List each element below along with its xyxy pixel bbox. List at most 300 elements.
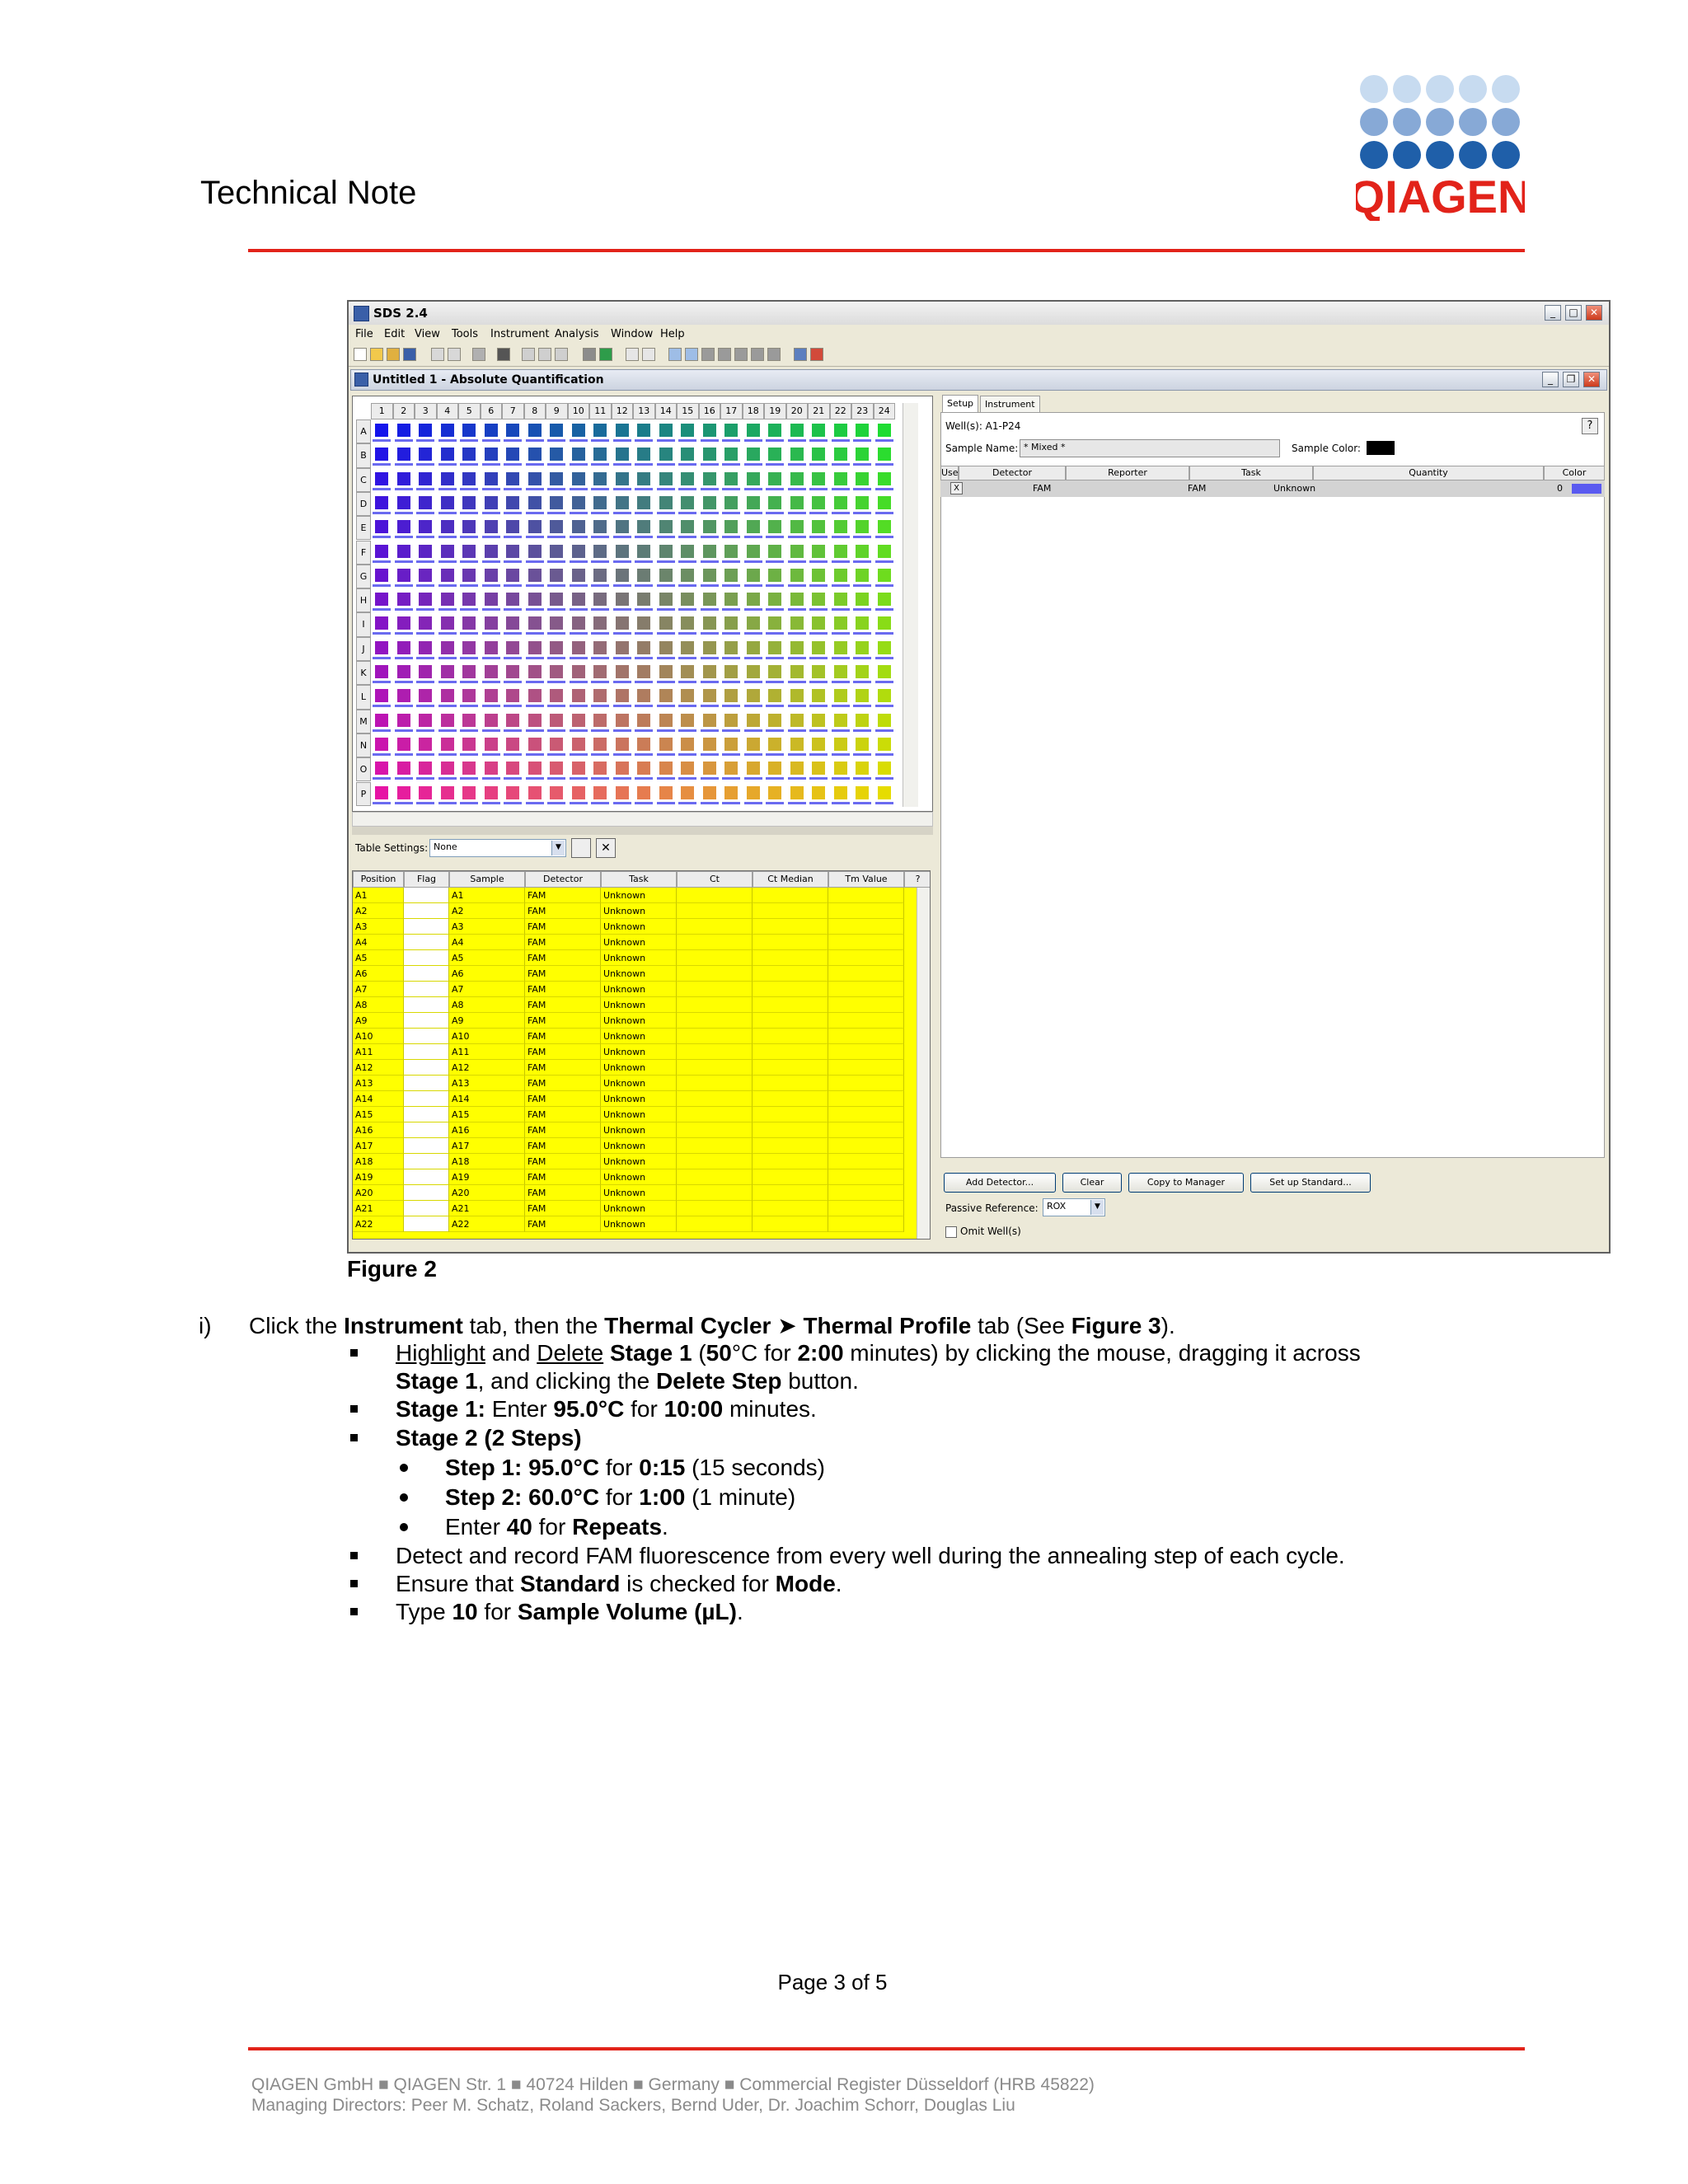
plate-well[interactable] (616, 424, 629, 437)
well-table[interactable] (352, 870, 931, 1240)
plate-well[interactable] (593, 665, 607, 678)
plate-well[interactable] (659, 641, 673, 654)
menu-tools[interactable]: Tools (452, 328, 479, 340)
plate-well[interactable] (462, 448, 476, 461)
plate-well[interactable] (747, 714, 760, 727)
plate-row-header[interactable]: F (356, 541, 371, 565)
plate-well[interactable] (528, 738, 542, 751)
table-cell[interactable]: Unknown (601, 1044, 677, 1060)
table-cell[interactable] (753, 1138, 828, 1154)
plate-well[interactable] (747, 472, 760, 485)
table-cell[interactable] (828, 997, 904, 1013)
plate-well[interactable] (485, 641, 498, 654)
plate-well[interactable] (506, 545, 519, 558)
plate-well[interactable] (419, 593, 432, 606)
find-icon[interactable] (497, 348, 510, 361)
menu-analysis[interactable]: Analysis (555, 328, 599, 340)
table-cell[interactable] (753, 982, 828, 997)
plate-well[interactable] (616, 665, 629, 678)
plate-well[interactable] (768, 520, 781, 533)
plate-column-header[interactable]: 8 (524, 403, 546, 419)
table-cell[interactable] (753, 997, 828, 1013)
table-cell[interactable] (677, 1185, 753, 1201)
table-cell[interactable] (404, 903, 449, 919)
plate-well[interactable] (462, 545, 476, 558)
plate-well[interactable] (659, 545, 673, 558)
plate-well[interactable] (681, 593, 694, 606)
plate-well[interactable] (878, 448, 891, 461)
plate-well[interactable] (397, 689, 410, 702)
table-settings-select[interactable] (429, 839, 566, 857)
table-cell[interactable] (753, 935, 828, 950)
table-cell[interactable] (753, 1169, 828, 1185)
plate-well[interactable] (834, 738, 847, 751)
plate-well[interactable] (878, 593, 891, 606)
table-cell[interactable]: Unknown (601, 966, 677, 982)
plate-well[interactable] (462, 714, 476, 727)
plate-well[interactable] (616, 593, 629, 606)
plate-well[interactable] (593, 448, 607, 461)
table-cell[interactable]: A12 (449, 1060, 525, 1076)
table-cell[interactable] (677, 888, 753, 903)
plate-well[interactable] (593, 641, 607, 654)
plate-row-header[interactable]: D (356, 492, 371, 516)
plate-well[interactable] (572, 689, 585, 702)
plate-row-header[interactable]: I (356, 612, 371, 636)
plate-column-header[interactable]: 19 (764, 403, 786, 419)
plate-column-header[interactable]: 18 (743, 403, 765, 419)
detector-grid[interactable] (940, 466, 1605, 499)
plate-well[interactable] (593, 496, 607, 509)
plate-well[interactable] (397, 786, 410, 799)
grid-view-icon[interactable] (685, 348, 698, 361)
plate-well[interactable] (856, 593, 869, 606)
plate-well[interactable] (703, 714, 716, 727)
table-cell[interactable] (753, 1185, 828, 1201)
plate-well[interactable] (397, 641, 410, 654)
plate-well[interactable] (703, 520, 716, 533)
plate-well[interactable] (506, 448, 519, 461)
zoom-icon[interactable] (626, 348, 639, 361)
table-cell[interactable] (404, 1169, 449, 1185)
plate-well[interactable] (878, 569, 891, 582)
plate-well[interactable] (375, 738, 388, 751)
plate-view-icon[interactable] (668, 348, 682, 361)
export-icon[interactable] (448, 348, 461, 361)
plate-well[interactable] (724, 593, 738, 606)
plate-well[interactable] (834, 714, 847, 727)
plate-well[interactable] (485, 762, 498, 775)
table-column-header[interactable]: Task (601, 871, 677, 888)
plate-well[interactable] (637, 665, 650, 678)
plate-well[interactable] (768, 545, 781, 558)
plate-well[interactable] (834, 665, 847, 678)
plate-well[interactable] (375, 448, 388, 461)
plate-well[interactable] (724, 496, 738, 509)
plate-well[interactable] (397, 472, 410, 485)
table-cell[interactable]: A10 (449, 1029, 525, 1044)
plate-well[interactable] (419, 665, 432, 678)
plate-well[interactable] (462, 738, 476, 751)
plate-well[interactable] (790, 569, 804, 582)
table-cell[interactable] (404, 1107, 449, 1122)
plate-well[interactable] (637, 616, 650, 630)
plate-well[interactable] (637, 448, 650, 461)
plate-well[interactable] (659, 520, 673, 533)
plate-well[interactable] (485, 448, 498, 461)
plate-well[interactable] (790, 472, 804, 485)
plate-well[interactable] (747, 448, 760, 461)
plate-well[interactable] (572, 786, 585, 799)
help-icon[interactable]: ? (1582, 418, 1598, 434)
plate-well[interactable] (812, 786, 825, 799)
table-cell[interactable]: FAM (525, 1044, 601, 1060)
table-cell[interactable]: A3 (449, 919, 525, 935)
plate-well[interactable] (441, 424, 454, 437)
plate-row-header[interactable]: J (356, 637, 371, 661)
plate-column-header[interactable]: 1 (371, 403, 393, 419)
plate-well[interactable] (375, 641, 388, 654)
plate-well[interactable] (681, 616, 694, 630)
plate-horizontal-scrollbar[interactable] (352, 812, 933, 827)
plate-well[interactable] (681, 665, 694, 678)
plate-well[interactable] (724, 448, 738, 461)
doc-close-icon[interactable]: ✕ (1583, 372, 1600, 387)
plate-well[interactable] (856, 689, 869, 702)
table-cell[interactable] (677, 1013, 753, 1029)
plate-well[interactable] (550, 545, 563, 558)
table-cell[interactable] (828, 1154, 904, 1169)
plate-well[interactable] (550, 424, 563, 437)
plate-well[interactable] (637, 689, 650, 702)
plate-well[interactable] (812, 448, 825, 461)
plate-row-header[interactable]: O (356, 757, 371, 781)
table-cell[interactable]: A3 (353, 919, 404, 935)
table-cell[interactable]: A16 (353, 1122, 404, 1138)
plate-column-header[interactable]: 3 (415, 403, 437, 419)
plate-well[interactable] (812, 545, 825, 558)
table-cell[interactable]: A4 (353, 935, 404, 950)
view-4-icon[interactable] (718, 348, 731, 361)
plate-well[interactable] (681, 520, 694, 533)
plate-well[interactable] (856, 786, 869, 799)
plate-well[interactable] (856, 520, 869, 533)
plate-well[interactable] (485, 424, 498, 437)
plate-well[interactable] (878, 496, 891, 509)
view-6-icon[interactable] (751, 348, 764, 361)
table-cell[interactable] (828, 950, 904, 966)
plate-well[interactable] (878, 689, 891, 702)
table-cell[interactable]: A5 (353, 950, 404, 966)
use-checkbox[interactable]: X (950, 482, 963, 494)
plate-well[interactable] (593, 424, 607, 437)
table-cell[interactable]: Unknown (601, 919, 677, 935)
plate-row-header[interactable]: C (356, 468, 371, 492)
copy-icon[interactable] (538, 348, 551, 361)
plate-well[interactable] (747, 665, 760, 678)
plate-well[interactable] (485, 665, 498, 678)
table-cell[interactable]: FAM (525, 1122, 601, 1138)
plate-well[interactable] (659, 786, 673, 799)
plate-well[interactable] (572, 641, 585, 654)
menu-view[interactable]: View (415, 328, 440, 340)
table-cell[interactable]: A8 (353, 997, 404, 1013)
table-cell[interactable] (404, 966, 449, 982)
analyze-icon[interactable] (599, 348, 612, 361)
table-cell[interactable] (753, 1216, 828, 1232)
plate-well[interactable] (747, 762, 760, 775)
plate-well[interactable] (878, 786, 891, 799)
table-cell[interactable]: A22 (449, 1216, 525, 1232)
menu-help[interactable]: Help (660, 328, 685, 340)
table-help-icon[interactable]: ? (904, 871, 931, 888)
plate-well[interactable] (703, 569, 716, 582)
plate-column-header[interactable]: 16 (699, 403, 721, 419)
plate-well[interactable] (834, 569, 847, 582)
plate-well[interactable] (724, 472, 738, 485)
plate-well[interactable] (703, 448, 716, 461)
table-cell[interactable]: Unknown (601, 950, 677, 966)
plate-well[interactable] (528, 448, 542, 461)
plate-well[interactable] (659, 738, 673, 751)
plate-well[interactable] (834, 424, 847, 437)
plate-well[interactable] (834, 593, 847, 606)
plate-column-header[interactable]: 2 (393, 403, 415, 419)
plate-well[interactable] (506, 786, 519, 799)
plate-column-header[interactable]: 20 (786, 403, 809, 419)
plate-well[interactable] (659, 714, 673, 727)
plate-well[interactable] (485, 786, 498, 799)
detector-column-header[interactable]: Detector (959, 466, 1066, 480)
table-cell[interactable]: A17 (449, 1138, 525, 1154)
table-cell[interactable] (828, 1122, 904, 1138)
plate-well[interactable] (681, 472, 694, 485)
plate-column-header[interactable]: 5 (458, 403, 481, 419)
table-cell[interactable] (753, 1029, 828, 1044)
plate-well[interactable] (747, 545, 760, 558)
plate-well[interactable] (834, 762, 847, 775)
plate-well[interactable] (572, 714, 585, 727)
delete-settings-icon[interactable]: ✕ (596, 838, 616, 858)
plate-well[interactable] (856, 448, 869, 461)
table-cell[interactable] (677, 1091, 753, 1107)
plate-well[interactable] (419, 496, 432, 509)
plate-well[interactable] (768, 569, 781, 582)
play-icon[interactable] (583, 348, 596, 361)
detector-manager-icon[interactable] (794, 348, 807, 361)
plate-well[interactable] (856, 424, 869, 437)
plate-well[interactable] (616, 762, 629, 775)
plate-well[interactable] (637, 472, 650, 485)
table-cell[interactable] (404, 1044, 449, 1060)
table-cell[interactable]: FAM (525, 1091, 601, 1107)
plate-well[interactable] (485, 714, 498, 727)
plate-well[interactable] (878, 641, 891, 654)
plate-well[interactable] (550, 448, 563, 461)
plate-well[interactable] (856, 472, 869, 485)
table-cell[interactable] (828, 1076, 904, 1091)
plate-well[interactable] (659, 689, 673, 702)
plate-well[interactable] (724, 762, 738, 775)
plate-well[interactable] (724, 714, 738, 727)
plate-well[interactable] (681, 545, 694, 558)
table-cell[interactable] (404, 1013, 449, 1029)
table-cell[interactable]: A6 (353, 966, 404, 982)
plate-well[interactable] (572, 593, 585, 606)
plate-well[interactable] (659, 569, 673, 582)
plate-well[interactable] (812, 738, 825, 751)
plate-well[interactable] (790, 665, 804, 678)
plate-well[interactable] (659, 593, 673, 606)
table-cell[interactable] (828, 1091, 904, 1107)
table-cell[interactable] (753, 1154, 828, 1169)
view-5-icon[interactable] (734, 348, 748, 361)
view-7-icon[interactable] (767, 348, 781, 361)
table-cell[interactable]: FAM (525, 1169, 601, 1185)
plate-well[interactable] (375, 689, 388, 702)
table-cell[interactable] (404, 1185, 449, 1201)
table-cell[interactable]: A19 (353, 1169, 404, 1185)
plate-well[interactable] (375, 472, 388, 485)
table-cell[interactable]: A11 (449, 1044, 525, 1060)
table-cell[interactable]: A7 (449, 982, 525, 997)
plate-well[interactable] (572, 545, 585, 558)
plate-well[interactable] (397, 448, 410, 461)
plate-well[interactable] (550, 496, 563, 509)
table-cell[interactable]: A16 (449, 1122, 525, 1138)
table-cell[interactable]: A6 (449, 966, 525, 982)
table-cell[interactable]: Unknown (601, 1169, 677, 1185)
table-cell[interactable] (828, 1201, 904, 1216)
table-cell[interactable] (677, 1201, 753, 1216)
plate-well[interactable] (572, 520, 585, 533)
table-cell[interactable]: A17 (353, 1138, 404, 1154)
plate-well[interactable] (681, 496, 694, 509)
plate-well[interactable] (506, 616, 519, 630)
plate-well[interactable] (856, 714, 869, 727)
plate-well[interactable] (616, 472, 629, 485)
plate-well[interactable] (637, 762, 650, 775)
plate-well[interactable] (747, 616, 760, 630)
plate-well[interactable] (419, 545, 432, 558)
table-cell[interactable] (404, 1091, 449, 1107)
table-cell[interactable]: FAM (525, 1154, 601, 1169)
plate-well[interactable] (593, 472, 607, 485)
plate-well[interactable] (681, 762, 694, 775)
plate-well[interactable] (747, 496, 760, 509)
plate-well[interactable] (768, 762, 781, 775)
set-up-standard-button[interactable]: Set up Standard... (1250, 1173, 1371, 1193)
paste-icon[interactable] (555, 348, 568, 361)
table-cell[interactable] (404, 1076, 449, 1091)
plate-well[interactable] (485, 520, 498, 533)
plate-well[interactable] (441, 689, 454, 702)
table-cell[interactable] (404, 1201, 449, 1216)
plate-column-header[interactable]: 11 (589, 403, 612, 419)
plate-well[interactable] (616, 714, 629, 727)
plate-well[interactable] (747, 593, 760, 606)
plate-well[interactable] (485, 472, 498, 485)
table-cell[interactable]: FAM (525, 1138, 601, 1154)
plate-well[interactable] (397, 569, 410, 582)
plate-well[interactable] (528, 762, 542, 775)
plate-well[interactable] (637, 593, 650, 606)
plate-well[interactable] (703, 689, 716, 702)
table-cell[interactable] (677, 1029, 753, 1044)
plate-well[interactable] (397, 714, 410, 727)
table-cell[interactable] (753, 903, 828, 919)
plate-row-header[interactable]: A (356, 419, 371, 443)
close-icon[interactable]: ✕ (1586, 305, 1602, 321)
plate-well[interactable] (441, 738, 454, 751)
plate-well[interactable] (616, 738, 629, 751)
plate-column-header[interactable]: 21 (808, 403, 830, 419)
plate-row-header[interactable]: L (356, 685, 371, 709)
plate-well[interactable] (462, 641, 476, 654)
plate-well[interactable] (550, 569, 563, 582)
plate-well[interactable] (812, 593, 825, 606)
plate-well[interactable] (462, 520, 476, 533)
plate-well[interactable] (616, 448, 629, 461)
plate-well[interactable] (419, 472, 432, 485)
table-cell[interactable]: Unknown (601, 1154, 677, 1169)
table-cell[interactable]: A2 (353, 903, 404, 919)
plate-well[interactable] (681, 448, 694, 461)
plate-well[interactable] (768, 738, 781, 751)
plate-well[interactable] (572, 616, 585, 630)
table-cell[interactable]: A4 (449, 935, 525, 950)
plate-well[interactable] (790, 762, 804, 775)
plate-well[interactable] (528, 689, 542, 702)
table-cell[interactable] (753, 1201, 828, 1216)
plate-well[interactable] (812, 762, 825, 775)
plate-well[interactable] (375, 424, 388, 437)
plate-well[interactable] (812, 665, 825, 678)
plate-well[interactable] (659, 472, 673, 485)
plate-well[interactable] (878, 616, 891, 630)
plate-well[interactable] (768, 496, 781, 509)
table-cell[interactable]: FAM (525, 1076, 601, 1091)
plate-well[interactable] (681, 689, 694, 702)
plate-column-header[interactable]: 12 (612, 403, 634, 419)
plate-well[interactable] (856, 569, 869, 582)
plate-well[interactable] (637, 641, 650, 654)
plate-well[interactable] (593, 689, 607, 702)
table-cell[interactable] (404, 888, 449, 903)
table-cell[interactable]: FAM (525, 1201, 601, 1216)
table-cell[interactable]: Unknown (601, 1107, 677, 1122)
plate-well[interactable] (441, 786, 454, 799)
table-cell[interactable] (677, 1122, 753, 1138)
cut-icon[interactable] (522, 348, 535, 361)
plate-well[interactable] (703, 786, 716, 799)
plate-well[interactable] (878, 665, 891, 678)
plate-well[interactable] (681, 786, 694, 799)
plate-well[interactable] (593, 738, 607, 751)
detector-color-swatch[interactable] (1572, 484, 1601, 494)
plate-well[interactable] (550, 738, 563, 751)
plate-well[interactable] (375, 665, 388, 678)
plate-well[interactable] (724, 424, 738, 437)
table-cell[interactable] (404, 1154, 449, 1169)
table-cell[interactable]: FAM (525, 997, 601, 1013)
plate-well[interactable] (747, 641, 760, 654)
table-cell[interactable] (677, 919, 753, 935)
view-3-icon[interactable] (701, 348, 715, 361)
table-cell[interactable]: A18 (449, 1154, 525, 1169)
plate-well[interactable] (834, 689, 847, 702)
plate-well[interactable] (703, 472, 716, 485)
